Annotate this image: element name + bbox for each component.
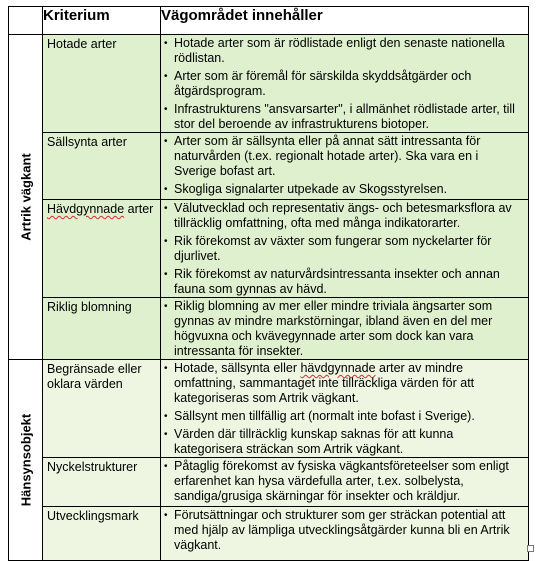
- list-item: • Rik förekomst av naturvårdsintressanta insekter och annan fauna som gynnas av hävd.: [164, 267, 500, 296]
- list-item: • Arter som är föremål för särskilda skyddsåtgärder och åtgärdsprogram.: [164, 69, 472, 98]
- list-item: • Påtaglig förekomst av fysiska vägkantsföreteelser som enligt erfarenhet kan hysa värdefulla arter, t.ex. solbelysta, sandiga/grusiga skärningar för insekter och kräldjur.: [164, 459, 509, 503]
- list-item: • Hotade arter som är rödlistade enligt den senaste nationella rödlistan.: [164, 36, 505, 65]
- table-row: [9, 507, 529, 561]
- criteria-table: [8, 6, 529, 561]
- bullet-icon: •: [164, 429, 168, 440]
- list-item: • Sällsynt men tillfällig art (normalt inte bofast i Sverige).: [164, 409, 475, 423]
- bullet-list: [164, 508, 524, 553]
- resize-handle[interactable]: [527, 545, 534, 552]
- bullet-icon: •: [164, 301, 168, 312]
- list-item: • Förutsättningar och strukturer som ger sträckan potential att med hjälp av lämpliga utvecklingsåtgärder kunna bli en Artrik vägkant.: [164, 508, 510, 552]
- bullet-list: [164, 201, 524, 297]
- criterion-cell: Begränsade eller oklara värden: [43, 360, 161, 458]
- bullet-icon: •: [164, 269, 168, 280]
- group-label: Hänsynsobjekt: [18, 413, 33, 507]
- bullet-list: [164, 134, 524, 197]
- bullet-list: [164, 299, 524, 359]
- list-item: • Infrastrukturens "ansvarsarter", i allmänhet rödlistade arter, till stor del beroende av infrastrukturens biotoper.: [164, 102, 515, 131]
- bullet-list: [164, 361, 524, 457]
- description-cell: [161, 360, 529, 458]
- table-row: [9, 133, 529, 200]
- table-row: [9, 458, 529, 507]
- criterion-cell: Hotade arter: [43, 35, 161, 133]
- bullet-icon: •: [164, 203, 168, 214]
- bullet-icon: •: [164, 38, 168, 49]
- group-label: Artrik vägkant: [18, 153, 33, 241]
- criterion-cell: Utvecklingsmark: [43, 507, 161, 561]
- table-row: [9, 360, 529, 458]
- description-cell: [161, 458, 529, 507]
- criterion-cell: Sällsynta arter: [43, 133, 161, 200]
- criterion-cell: Riklig blomning: [43, 298, 161, 360]
- bullet-list: [164, 459, 524, 504]
- bullet-icon: •: [164, 71, 168, 82]
- criterion-cell: Nyckelstrukturer: [43, 458, 161, 507]
- list-item: • Riklig blomning av mer eller mindre triviala ängsarter som gynnas av mindre markstörningar, ibland även en del mer högvuxna och kvävegynnade arter som dock kan vara intressanta för insekter.: [164, 299, 493, 358]
- group-cell-hansyn: [9, 360, 43, 561]
- description-cell: [161, 200, 529, 298]
- list-item: • Värden där tillräcklig kunskap saknas för att kunna kategorisera sträckan som Artrik vägkant.: [164, 427, 454, 456]
- bullet-icon: •: [164, 461, 168, 472]
- list-item: • Välutvecklad och representativ ängs- och betesmarksflora av tillräcklig omfattning, ofta med många indikatorarter.: [164, 201, 512, 230]
- list-item: • Skogliga signalarter utpekade av Skogsstyrelsen.: [164, 182, 448, 196]
- list-item: • Arter som är sällsynta eller på annat sätt intressanta för naturvården (t.ex. regionalt hotade arter). Ska vara en i Sverige bofast art.: [164, 134, 481, 178]
- header-description: Vägområdet innehåller: [161, 7, 529, 35]
- bullet-list: [164, 36, 524, 132]
- description-cell: [161, 507, 529, 561]
- bullet-icon: •: [164, 136, 168, 147]
- header-row: [9, 7, 529, 35]
- header-empty-cell: [9, 7, 43, 35]
- table-row: [9, 298, 529, 360]
- group-cell-artrik: [9, 35, 43, 360]
- table-row: [9, 200, 529, 298]
- list-item: • Hotade, sällsynta eller hävdgynnade arter av mindre omfattning, sammantaget inte tillräckliga värden för att kategoriseras som Artrik vägkant.: [164, 361, 475, 405]
- table-row: [9, 35, 529, 133]
- description-cell: [161, 298, 529, 360]
- criterion-cell: Hävdgynnade arter: [43, 200, 161, 298]
- description-cell: [161, 35, 529, 133]
- description-cell: [161, 133, 529, 200]
- bullet-icon: •: [164, 236, 168, 247]
- header-criterion: Kriterium: [43, 7, 161, 35]
- bullet-icon: •: [164, 184, 168, 195]
- bullet-icon: •: [164, 363, 168, 374]
- bullet-icon: •: [164, 104, 168, 115]
- bullet-icon: •: [164, 411, 168, 422]
- bullet-icon: •: [164, 510, 168, 521]
- list-item: • Rik förekomst av växter som fungerar som nyckelarter för djurlivet.: [164, 234, 492, 263]
